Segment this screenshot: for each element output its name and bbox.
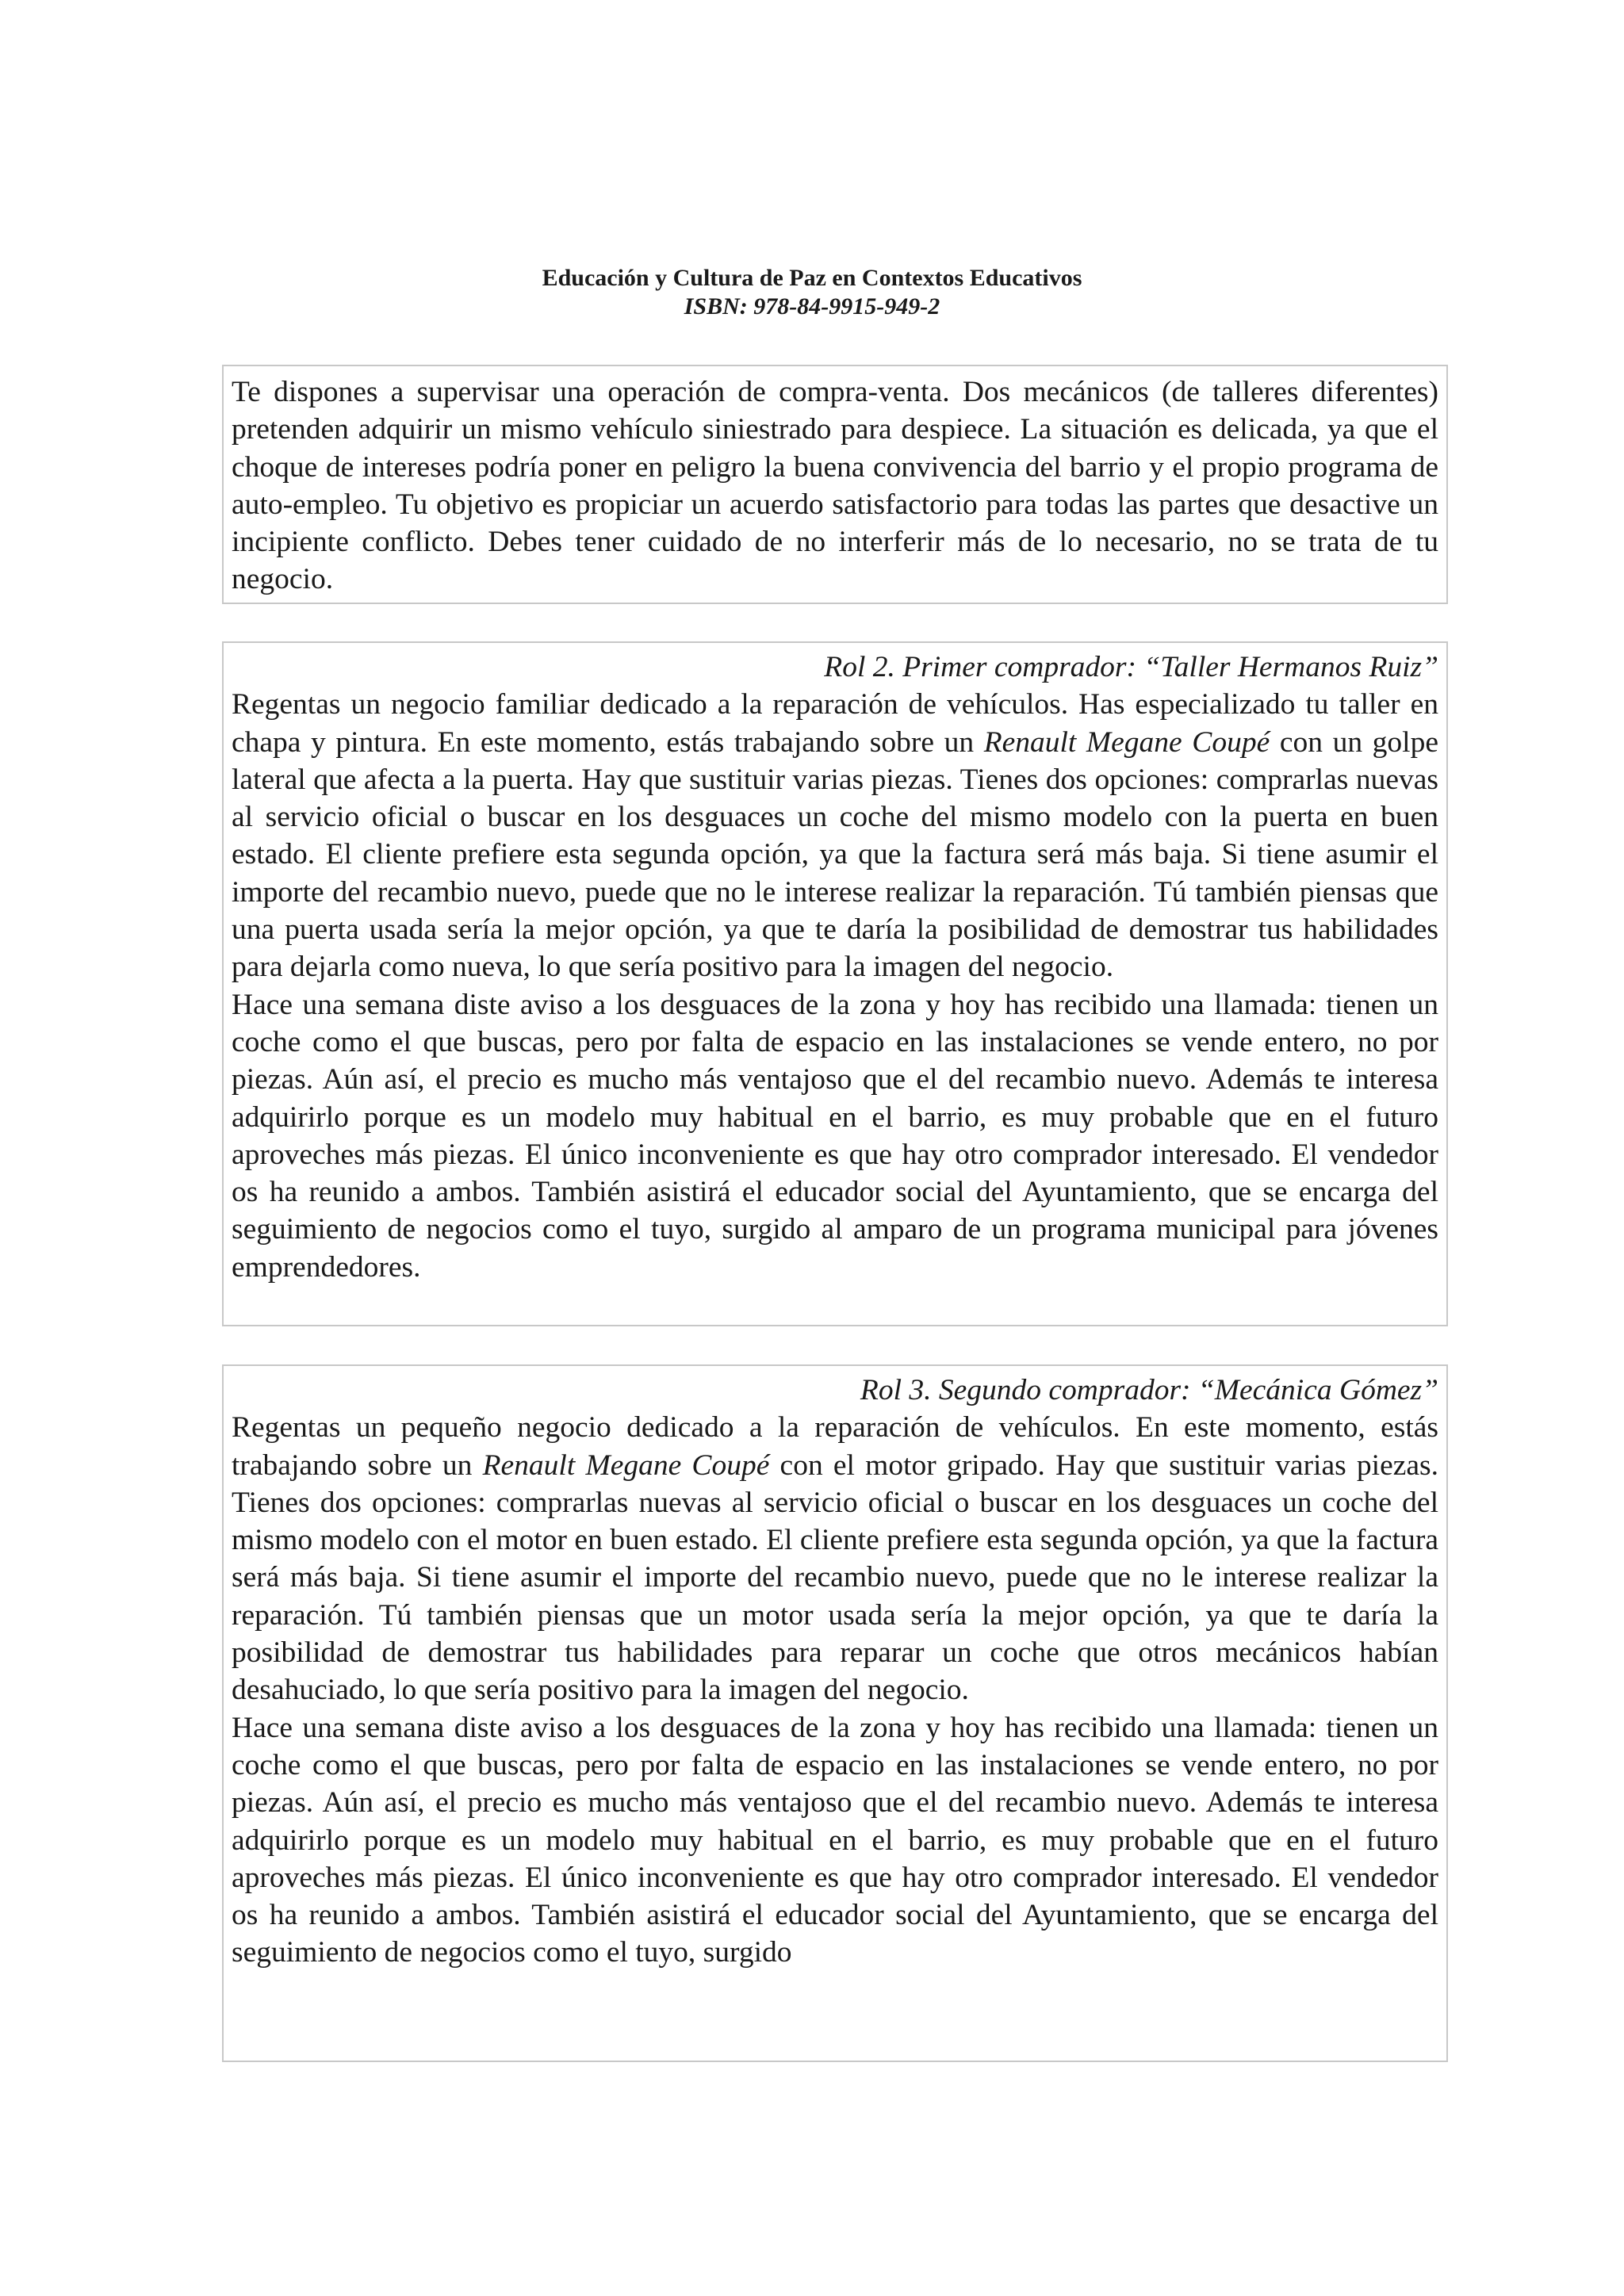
role-3-title: Rol 3. Segundo comprador: “Mecánica Gómez” (860, 1374, 1438, 1406)
role-2-title: Rol 2. Primer comprador: “Taller Hermanos Ruiz” (824, 651, 1438, 683)
role-3-box (222, 1364, 1448, 2062)
role-3-text-a: Regentas un pequeño negocio dedicado a la reparación de vehículos. En este momento, estás trabajando sobre un (232, 1411, 1438, 1482)
role-2-box (222, 641, 1448, 1326)
book-title: Educación y Cultura de Paz en Contextos Educativos (542, 265, 1082, 291)
role-2-paragraph-2: Hace una semana diste aviso a los desguaces de la zona y hoy has recibido una llamada: tienen un coche como el que buscas, pero por falta de espacio en las instalaciones se vende entero, no por piezas. Aún así, el precio es mucho más ventajoso que el del recambio nuevo. Además te interesa adquirirlo porque es un modelo muy habitual en el barrio, es muy probable que en el futuro aproveches más piezas. El único inconveniente es que hay otro comprador interesado. El vendedor os ha reunido a ambos. También asistirá el educador social del Ayuntamiento, que se encarga del seguimiento de negocios como el tuyo, surgido al amparo de un programa municipal para jóvenes emprendedores. (232, 988, 1438, 1284)
role-3-text-b: con el motor gripado. Hay que sustituir varias piezas. Tienes dos opciones: comprarlas nuevas al servicio oficial o buscar en los desguaces un coche del mismo modelo con el motor en buen estado. El cliente prefiere esta segunda opción, ya que la factura será más baja. Si tiene asumir el importe del recambio nuevo, puede que no le interese realizar la reparación. Tú también piensas que un motor usada sería la mejor opción, ya que te daría la posibilidad de demostrar tus habilidades para reparar un coche que otros mecánicos habían desahuciado, lo que sería positivo para la imagen del negocio. (232, 1448, 1438, 1707)
role-2-paragraph-1 (232, 686, 1438, 985)
isbn: ISBN: 978-84-9915-949-2 (684, 293, 940, 320)
intro-text: Te dispones a supervisar una operación de compra-venta. Dos mecánicos (de talleres diferentes) pretenden adquirir un mismo vehículo siniestrado para despiece. La situación es delicada, ya que el choque de intereses podría poner en peligro la buena convivencia del barrio y el propio programa de auto-empleo. Tu objetivo es propiciar un acuerdo satisfactorio para todas las partes que desactive un incipiente conflicto. Debes tener cuidado de no interferir más de lo necesario, no se trata de tu negocio. (232, 376, 1438, 596)
role-2-car-model: Renault Megane Coupé (983, 725, 1270, 759)
role-3-paragraph-1 (232, 1409, 1438, 1709)
role-2-text-a: Regentas un negocio familiar dedicado a la reparación de vehículos. Has especializado tu taller en chapa y pintura. En este momento, estás trabajando sobre un (232, 688, 1438, 759)
role-2-text-b: con un golpe lateral que afecta a la puerta. Hay que sustituir varias piezas. Tienes dos opciones: comprarlas nuevas al servicio oficial o buscar en los desguaces un coche del mismo modelo con la puerta en buen estado. El cliente prefiere esta segunda opción, ya que la factura será más baja. Si tiene asumir el importe del recambio nuevo, puede que no le interese realizar la reparación. Tú también piensas que una puerta usada sería la mejor opción, ya que te daría la posibilidad de demostrar tus habilidades para dejarla como nueva, lo que sería positivo para la imagen del negocio. (232, 725, 1438, 984)
role-3-paragraph-2: Hace una semana diste aviso a los desguaces de la zona y hoy has recibido una llamada: tienen un coche como el que buscas, pero por falta de espacio en las instalaciones se vende entero, no por piezas. Aún así, el precio es mucho más ventajoso que el del recambio nuevo. Además te interesa adquirirlo porque es un modelo muy habitual en el barrio, es muy probable que en el futuro aproveches más piezas. El único inconveniente es que hay otro comprador interesado. El vendedor os ha reunido a ambos. También asistirá el educador social del Ayuntamiento, que se encarga del seguimiento de negocios como el tuyo, surgido (232, 1711, 1438, 1969)
role-3-car-model: Renault Megane Coupé (482, 1448, 770, 1482)
intro-box (222, 365, 1448, 604)
page-header (0, 264, 1624, 321)
